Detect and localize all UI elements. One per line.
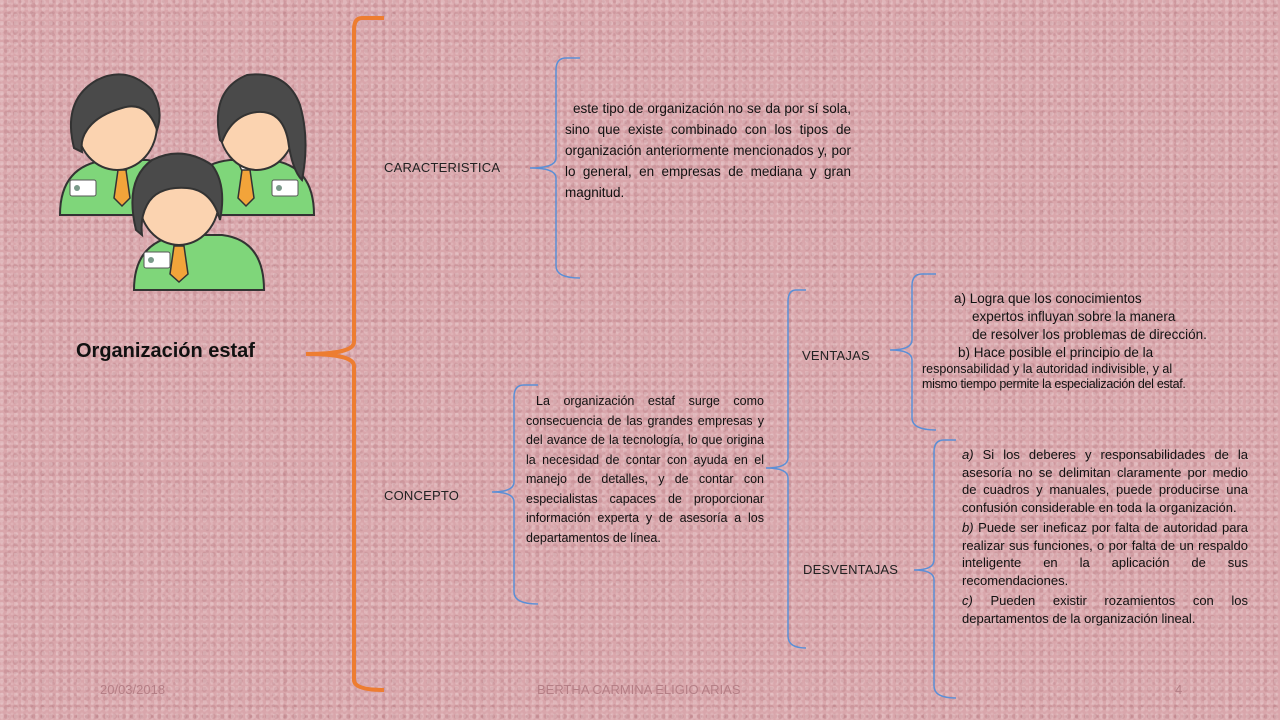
desventajas-label: DESVENTAJAS	[803, 562, 899, 577]
list-item	[962, 592, 1248, 627]
list-item	[962, 446, 1248, 516]
ventajas-line: a) Logra que los conocimientos	[954, 291, 1142, 306]
ventajas-line: b) Hace posible el principio de la	[958, 345, 1154, 360]
ventajas-desventajas-brace	[766, 290, 806, 648]
list-item	[962, 519, 1248, 589]
ventajas-line: mismo tiempo permite la especialización del estaf.	[922, 377, 1186, 391]
main-brace	[306, 18, 384, 690]
desventajas-list	[962, 446, 1248, 630]
ventajas-line: expertos influyan sobre la manera	[972, 309, 1176, 324]
page-title: Organización estaf	[76, 340, 255, 362]
caracteristica-text: este tipo de organización no se da por sí sola, sino que existe combinado con los tipos de organización anteriormente mencionados y, por lo general, en empresas de mediana y gran magnitud.	[565, 101, 851, 200]
ventajas-line: responsabilidad y la autoridad indivisible, y al	[922, 362, 1173, 376]
list-item-text: Pueden existir rozamientos con los departamentos de la organización lineal.	[962, 593, 1248, 626]
list-item-text: Puede ser ineficaz por falta de autoridad para realizar sus funciones, o por falta de un respaldo inteligente en la aplicación de sus recomendaciones.	[962, 520, 1248, 588]
ventajas-label: VENTAJAS	[802, 348, 870, 363]
footer-page-number: 4	[1175, 682, 1183, 697]
list-marker: b)	[962, 520, 974, 535]
concepto-label: CONCEPTO	[384, 488, 460, 503]
ventajas-text	[922, 290, 1262, 392]
desventajas-brace	[914, 440, 956, 698]
caracteristica-label: CARACTERISTICA	[384, 160, 501, 175]
footer-author: BERTHA CARMINA ELIGIO ARIAS	[537, 682, 741, 697]
ventajas-line: de resolver los problemas de dirección.	[972, 327, 1207, 342]
footer-date: 20/03/2018	[100, 682, 166, 697]
list-item-text: Si los deberes y responsabilidades de la asesoría no se delimitan claramente por medio de cuadros y manuales, puede producirse una confusión considerable en toda la organización.	[962, 447, 1248, 515]
concepto-text: La organización estaf surge como consecuencia de las grandes empresas y del avance de la tecnología, lo que origina la necesidad de contar con ayuda en el manejo de detalles, y de contar con especialistas capaces de proporcionar información experta y de asesoría a los departamentos de línea.	[526, 394, 764, 545]
list-marker: c)	[962, 593, 973, 608]
list-marker: a)	[962, 447, 974, 462]
